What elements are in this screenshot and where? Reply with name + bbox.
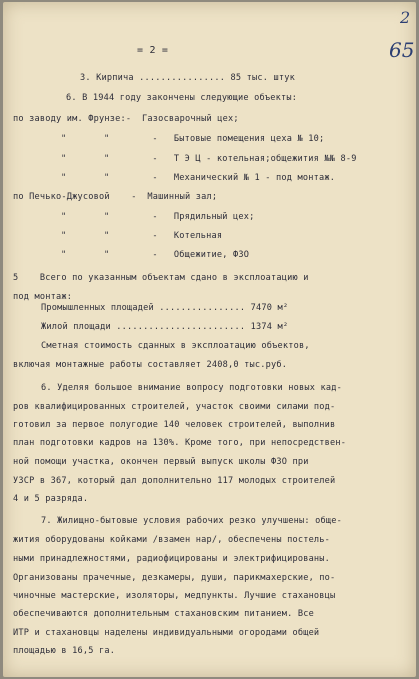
text-line: включая монтажные работы составляет 2408,0 тыс.руб.: [13, 360, 288, 370]
text-line: Промышленных площадей ................ 7470 м²: [41, 303, 289, 313]
text-line: " " - Прядильный цех;: [61, 212, 255, 222]
text-line: " " - Т Э Ц - котельная;общежития №№ 8-9: [61, 154, 357, 164]
text-line: Организованы прачечные, дезкамеры, души, парикмахерские, по-: [13, 573, 336, 583]
text-line: ными принадлежностями, радиофицированы и электрифицированы.: [13, 554, 331, 564]
document-page: [3, 2, 416, 677]
text-line: 3. Кирпича ................ 85 тыс. штук: [80, 73, 295, 83]
text-line: обеспечиваются дополнительным стахановским питанием. Все: [13, 609, 314, 619]
text-line: 6. Уделяя большое внимание вопросу подготовки новых кад-: [41, 383, 342, 393]
text-line: " " - Котельная: [61, 231, 223, 241]
text-line: ной помощи участка, окончен первый выпуск школы ФЗО при: [13, 457, 309, 467]
text-line: ИТР и стахановцы наделены индивидуальными огородами общей: [13, 628, 320, 638]
text-line: Сметная стоимость сданных в эксплоатацию объектов,: [41, 341, 310, 351]
text-line: " " - Механический № 1 - под монтаж.: [61, 173, 336, 183]
text-line: готовил за первое полугодие 140 человек строителей, выполнив: [13, 420, 336, 430]
text-line: 5 Всего по указанным объектам сдано в эксплоатацию и: [13, 273, 309, 283]
text-line: по Печько-Джусовой - Машинный зал;: [13, 192, 218, 202]
text-line: Жилой площади ........................ 1374 м²: [41, 322, 289, 332]
text-line: план подготовки кадров на 130%. Кроме того, при непосредствен-: [13, 438, 347, 448]
handwritten-page-mark: 2: [400, 8, 411, 27]
text-line: под монтаж:: [13, 292, 73, 302]
text-line: " " - Общежитие, ФЗО: [61, 250, 250, 260]
text-line: 6. В 1944 году закончены следующие объекты:: [66, 93, 298, 103]
handwritten-archive-number: 65: [389, 38, 415, 62]
text-line: 4 и 5 разряда.: [13, 494, 89, 504]
text-line: ров квалифицированных строителей, участок своими силами под-: [13, 402, 336, 412]
text-line: жития оборудованы койками /взамен нар/, обеспечены постель-: [13, 535, 331, 545]
page-number: = 2 =: [137, 45, 169, 56]
text-line: площадью в 16,5 га.: [13, 646, 116, 656]
text-line: УЗСР в 367, который дал дополнительно 117 молодых строителей: [13, 476, 336, 486]
text-line: " " - Бытовые помещения цеха № 10;: [61, 134, 325, 144]
text-line: по заводу им. Фрунзе:- Газосварочный цех;: [13, 114, 239, 124]
text-line: 7. Жилищно-бытовые условия рабочих резко улучшены: обще-: [41, 516, 342, 526]
text-line: чиночные мастерские, изоляторы, медпункты. Лучшие стахановцы: [13, 591, 336, 601]
